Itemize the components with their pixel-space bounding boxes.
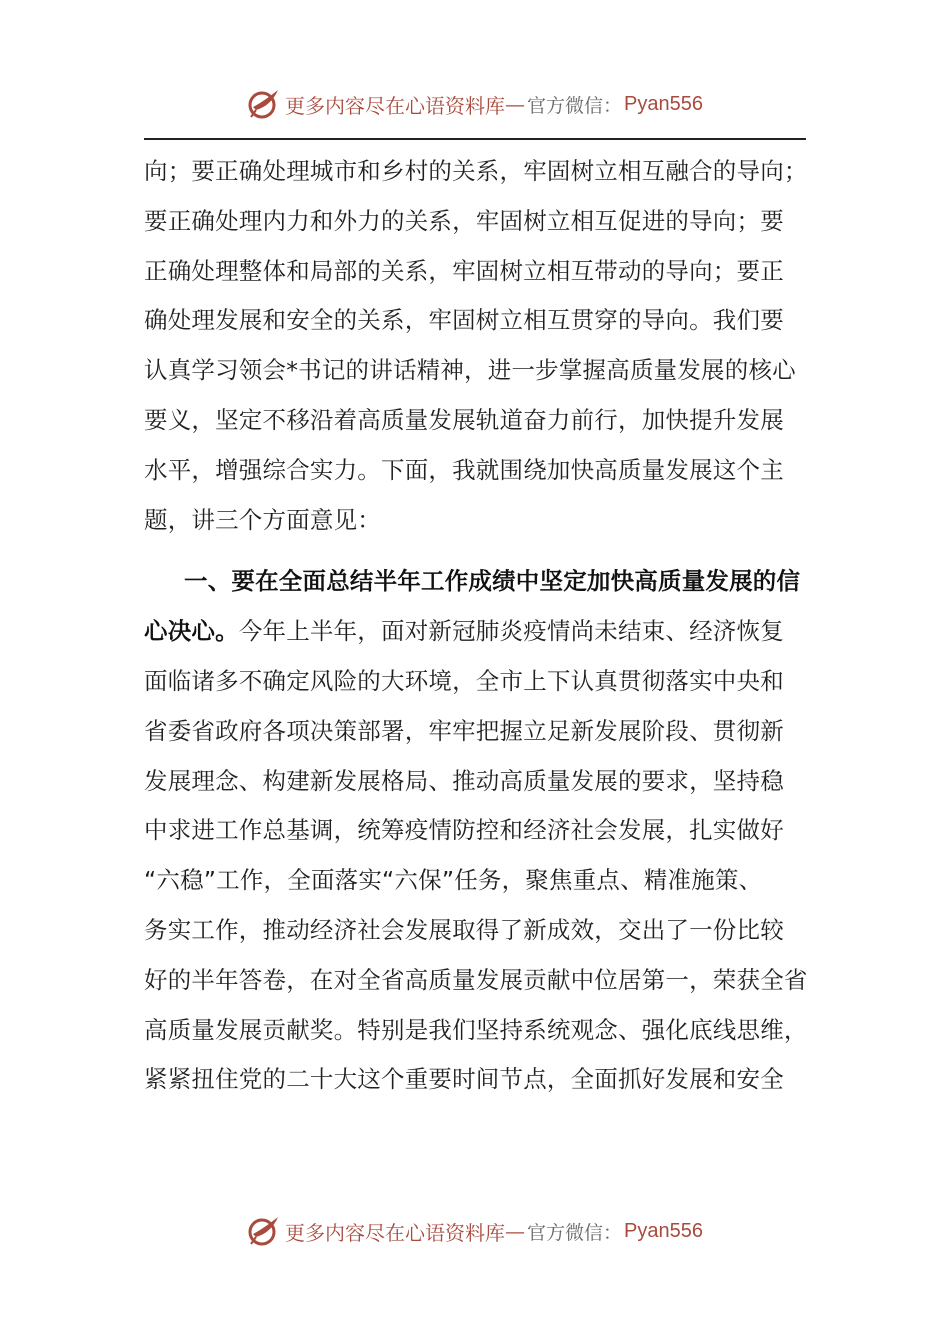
text-line: 向；要正确处理城市和乡村的关系，牢固树立相互融合的导向； bbox=[144, 157, 808, 185]
section-heading-end: 心决心。 bbox=[144, 617, 239, 646]
text-line: 要正确处理内力和外力的关系，牢固树立相互促进的导向；要 bbox=[144, 206, 784, 235]
header-wechat-handle: Pyan556 bbox=[624, 92, 703, 115]
text-line: 正确处理整体和局部的关系，牢固树立相互带动的导向；要正 bbox=[144, 256, 784, 285]
text-line: 题，讲三个方面意见： bbox=[144, 505, 381, 534]
text-line bbox=[144, 607, 808, 657]
footer-dash: — bbox=[505, 1219, 525, 1243]
text-line: 水平，增强综合实力。下面，我就围绕加快高质量发展这个主 bbox=[144, 455, 784, 484]
text-line: “六稳”工作，全面落实“六保”任务，聚焦重点、精准施策、 bbox=[144, 866, 763, 895]
text-line: 要义，坚定不移沿着高质量发展轨道奋力前行，加快提升发展 bbox=[144, 405, 784, 434]
text-line: 紧紧扭住党的二十大这个重要时间节点，全面抓好发展和安全 bbox=[144, 1065, 784, 1094]
text-line: 面临诸多不确定风险的大环境，全市上下认真贯彻落实中央和 bbox=[144, 666, 784, 695]
text-line: 中求进工作总基调，统筹疫情防控和经济社会发展，扎实做好 bbox=[144, 816, 784, 845]
header-divider bbox=[144, 138, 806, 140]
header-dash: — bbox=[505, 92, 525, 116]
text-line: 认真学习领会*书记的讲话精神，进一步掌握高质量发展的核心 bbox=[144, 356, 796, 385]
quill-logo-icon bbox=[247, 1214, 281, 1248]
paragraph-gap bbox=[144, 545, 808, 557]
text-line: 高质量发展贡献奖。特别是我们坚持系统观念、强化底线思维， bbox=[144, 1015, 808, 1044]
text-line: 发展理念、构建新发展格局、推动高质量发展的要求，坚持稳 bbox=[144, 766, 784, 795]
footer-brand-text: 更多内容尽在心语资料库 bbox=[285, 1220, 505, 1245]
header-brand-text: 更多内容尽在心语资料库 bbox=[285, 93, 505, 118]
header-wechat-label: 官方微信： bbox=[527, 94, 623, 117]
text-line-rest: 今年上半年，面对新冠肺炎疫情尚未结束、经济恢复 bbox=[238, 617, 784, 646]
footer-banner bbox=[0, 1211, 950, 1251]
section-heading: 一、要在全面总结半年工作成绩中坚定加快高质量发展的信 bbox=[184, 567, 801, 596]
quill-logo-icon bbox=[247, 87, 281, 121]
text-line: 省委省政府各项决策部署，牢牢把握立足新发展阶段、贯彻新 bbox=[144, 716, 784, 745]
text-line: 确处理发展和安全的关系，牢固树立相互贯穿的导向。我们要 bbox=[144, 306, 784, 335]
header-banner bbox=[0, 84, 950, 124]
text-line: 务实工作，推动经济社会发展取得了新成效，交出了一份比较 bbox=[144, 915, 784, 944]
text-line: 好的半年答卷，在对全省高质量发展贡献中位居第一，荣获全省 bbox=[144, 965, 808, 994]
footer-wechat-label: 官方微信： bbox=[527, 1221, 623, 1244]
footer-wechat-handle: Pyan556 bbox=[624, 1219, 703, 1242]
document-body bbox=[144, 147, 808, 1105]
